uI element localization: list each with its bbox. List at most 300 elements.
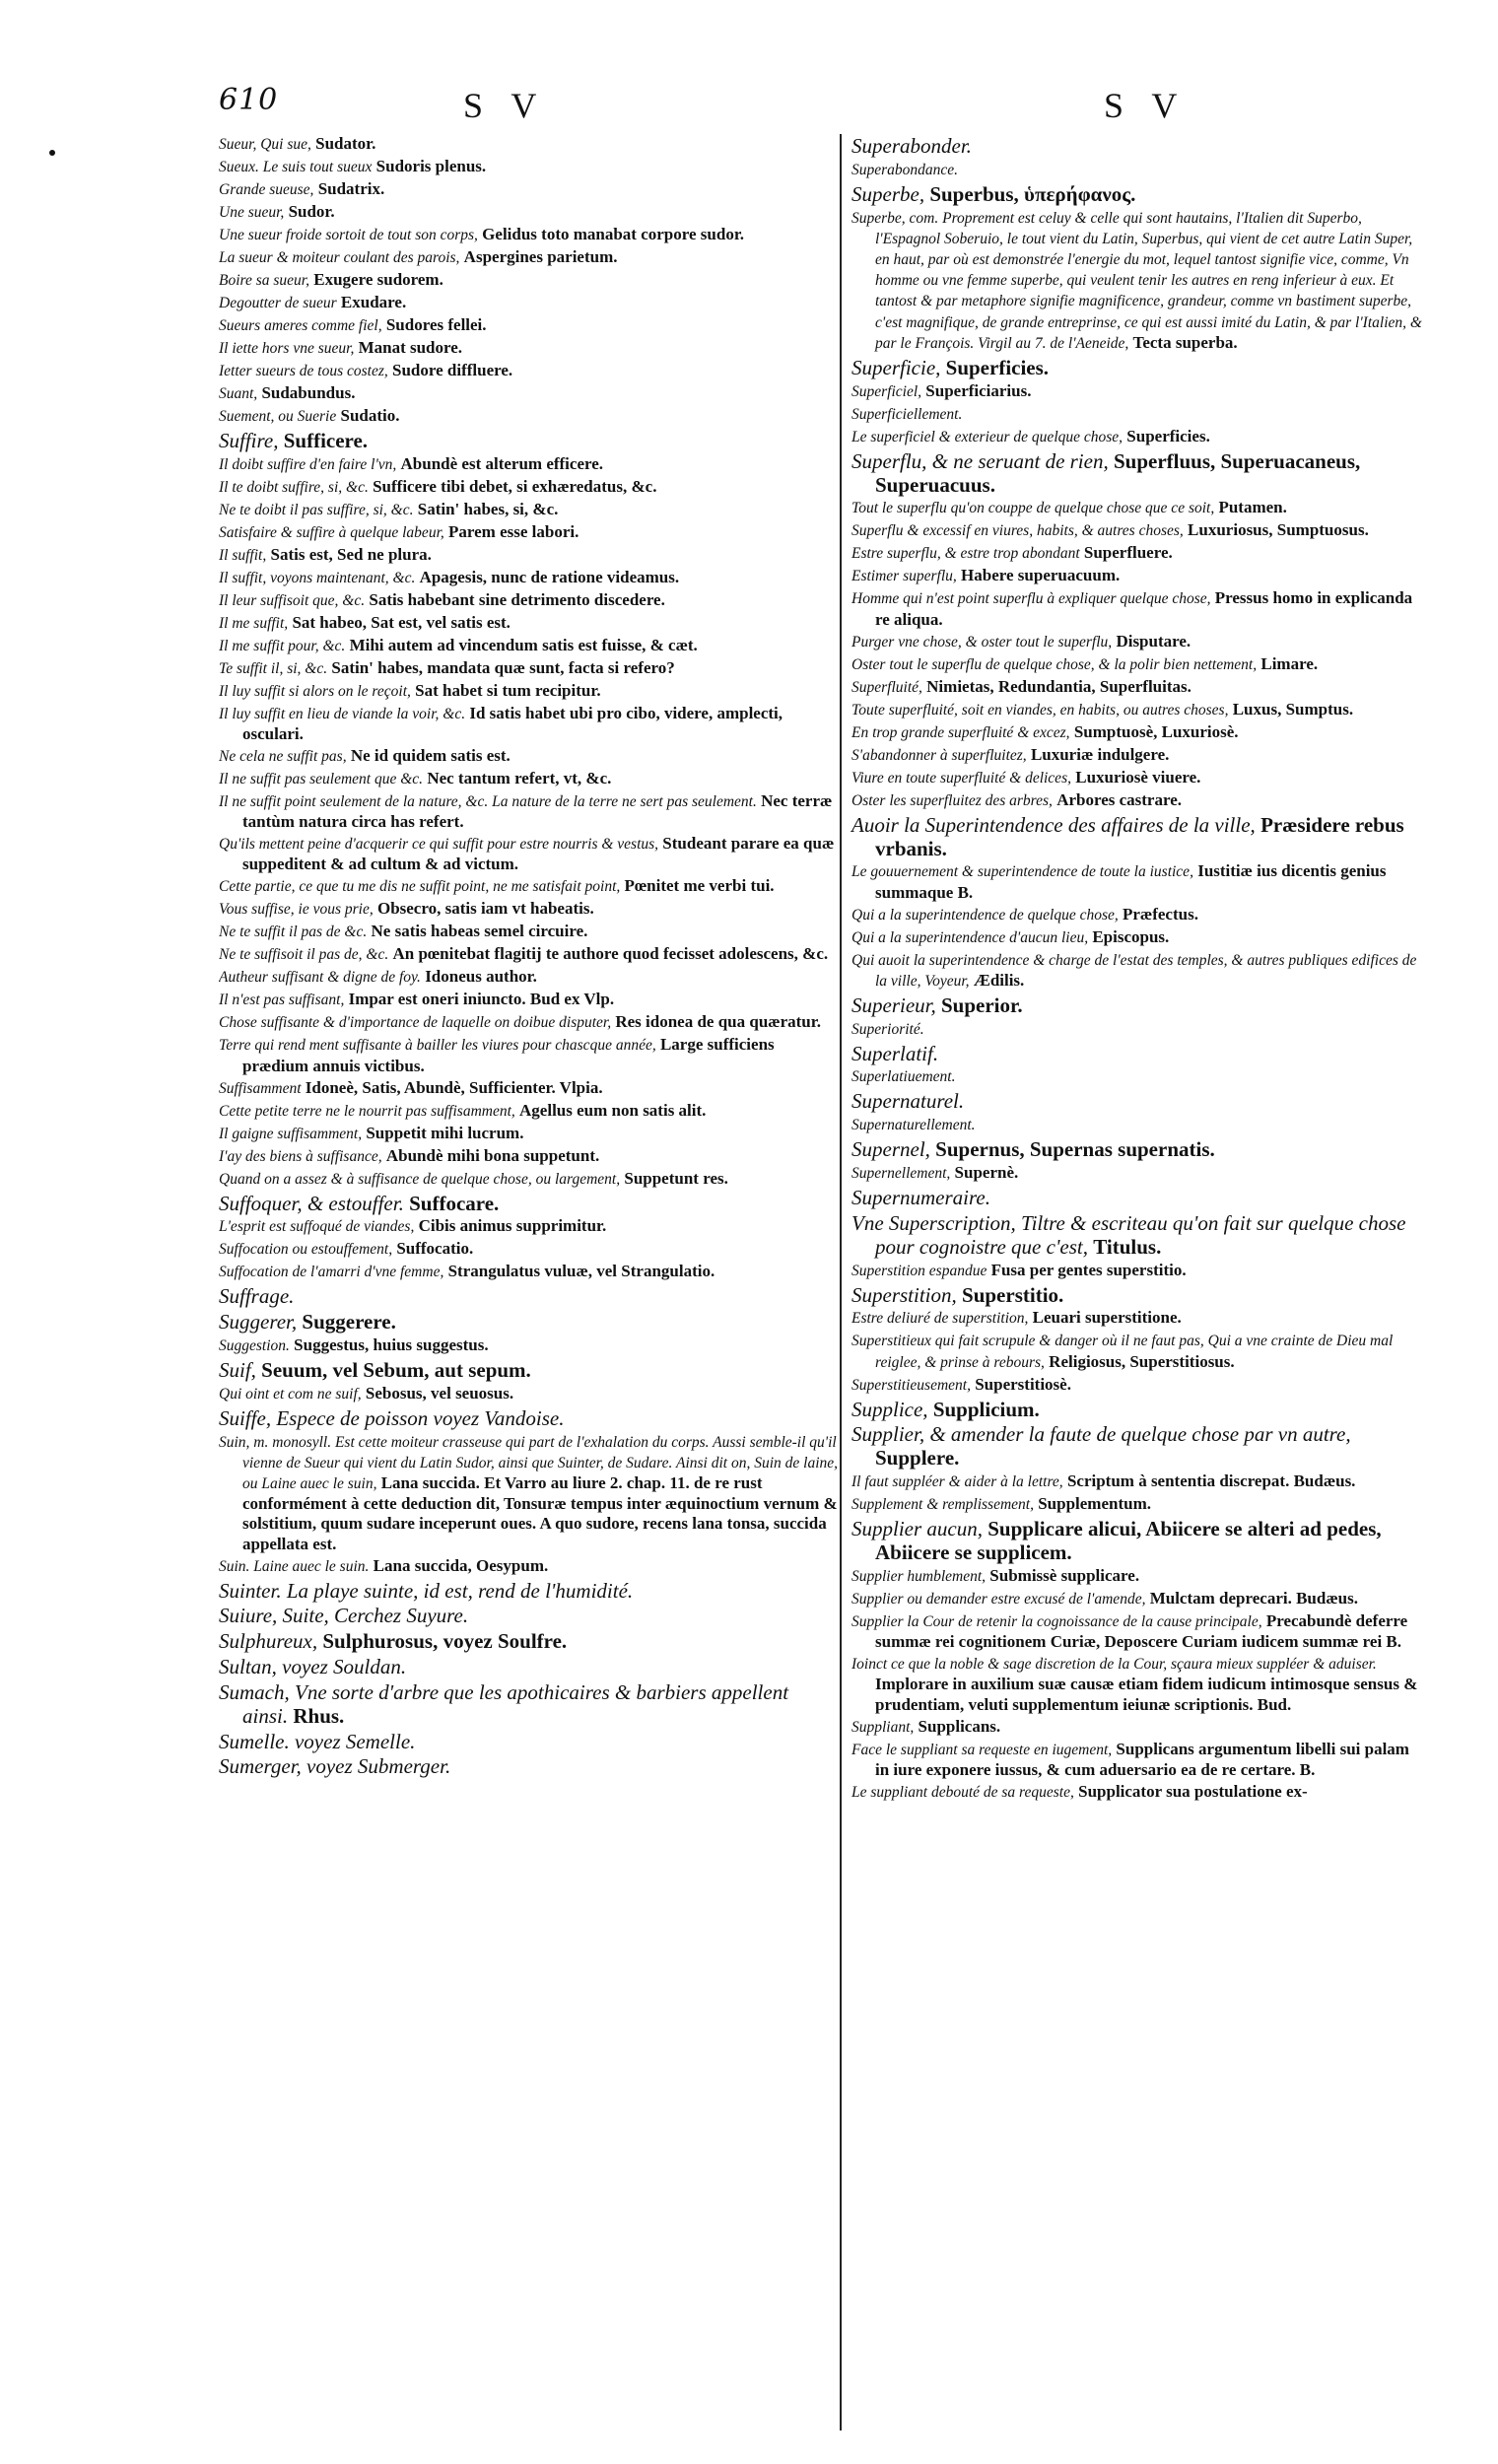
entry-french-text: Sumerger, voyez Submerger.	[219, 1754, 451, 1779]
entry-latin-gloss: Ædilis.	[973, 970, 1025, 990]
entry-latin-gloss: Satis est, Sed ne plura.	[270, 544, 432, 564]
entry-french-text: Sumelle. voyez Semelle.	[219, 1729, 416, 1753]
dictionary-entry	[219, 1146, 838, 1167]
entry-latin-gloss: Supernè.	[954, 1163, 1019, 1182]
entry-latin-gloss: Nimietas, Redundantia, Superfluitas.	[926, 676, 1192, 696]
entry-french-text: En trop grande superfluité & excez,	[851, 723, 1070, 741]
entry-french-text: Supernaturellement.	[851, 1117, 976, 1134]
dictionary-entry	[219, 681, 838, 702]
entry-french-text: Degoutter de sueur	[219, 295, 337, 311]
entry-latin-gloss: Superfluus, Superuacaneus, Superuacuus.	[875, 448, 1361, 497]
dictionary-entry	[219, 1432, 838, 1554]
dictionary-entry	[851, 1654, 1423, 1715]
entry-latin-gloss: Sufficere.	[283, 429, 369, 452]
entry-latin-gloss: Abundè est alterum efficere.	[400, 453, 604, 473]
entry-latin-gloss: Nec terræ tantùm natura circa has refert.	[242, 791, 833, 832]
entry-french-text: Supernaturel.	[851, 1089, 965, 1114]
entry-french-text: Superstition espandue	[851, 1262, 987, 1279]
dictionary-entry	[219, 922, 838, 942]
entry-latin-gloss: Pressus homo in explicanda re aliqua.	[875, 588, 1413, 629]
entry-french-text: Chose suffisante & d'importance de laquelle on doibue disputer,	[219, 1014, 612, 1032]
entry-latin-gloss: Superbus, ὑπερήφανος.	[929, 181, 1136, 206]
dictionary-entry	[219, 944, 838, 965]
dictionary-entry	[219, 1101, 838, 1122]
entry-latin-gloss: Episcopus.	[1092, 926, 1170, 946]
dictionary-entry	[219, 1216, 838, 1237]
entry-french-text: S'abandonner à superfluitez,	[851, 746, 1027, 764]
entry-french-text: Homme qui n'est point superflu à expliquer quelque chose,	[851, 590, 1211, 608]
entry-french-text: Face le suppliant sa requeste en iugement,	[851, 1741, 1113, 1758]
entry-latin-gloss: Sulphurosus, voyez Soulfre.	[322, 1629, 568, 1654]
dictionary-entry	[851, 1331, 1423, 1372]
entry-french-text: Le superficiel & exterieur de quelque chose,	[851, 428, 1124, 445]
dictionary-entry	[851, 160, 1423, 180]
entry-latin-gloss: Precabundè deferre summæ rei cognitionem Curiæ, Deposcere Curiam iudicem summæ rei B.	[875, 1610, 1408, 1652]
entry-french-text: Supplier aucun,	[851, 1517, 983, 1541]
entry-latin-gloss: Supplicare alicui, Abiicere se alteri ad pedes, Abiicere se supplicem.	[875, 1517, 1382, 1565]
entry-french-text: Ioinct ce que la noble & sage discretion de la Cour, sçaura mieux suppléer & aduiser.	[851, 1656, 1377, 1674]
entry-french-text: Suif,	[219, 1358, 256, 1382]
entry-french-text: Superbe,	[851, 181, 925, 206]
dictionary-entry	[219, 568, 838, 588]
entry-french-text: Il n'est pas suffisant,	[219, 992, 345, 1009]
dictionary-entry	[219, 990, 838, 1010]
entry-french-text: Supplier ou demander estre excusé de l'amende,	[851, 1590, 1146, 1608]
entry-french-text: Il ne suffit pas seulement que &c.	[219, 771, 424, 787]
entry-latin-gloss: Exugere sudorem.	[313, 270, 443, 289]
dictionary-entry	[219, 500, 838, 520]
entry-french-text: Superiorité.	[851, 1020, 924, 1038]
entry-latin-gloss: Habere superuacuum.	[961, 566, 1121, 585]
entry-french-text: Il suffit,	[219, 546, 267, 564]
entry-french-text: Suinter. La playe suinte, id est, rend de l'humidité.	[219, 1578, 634, 1603]
entry-latin-gloss: Suppetunt res.	[624, 1168, 728, 1188]
dictionary-entry	[851, 1042, 1423, 1065]
entry-french-text: Estre deliuré de superstition,	[851, 1310, 1029, 1328]
entry-latin-gloss: Suggestus, huius suggestus.	[294, 1335, 489, 1354]
entry-latin-gloss: Superficies.	[1126, 426, 1210, 445]
entry-latin-gloss: Sudatio.	[340, 406, 400, 425]
dictionary-entry	[851, 1472, 1423, 1492]
entry-latin-gloss: Sudoris plenus.	[375, 157, 487, 175]
entry-french-text: Superflu & excessif en viures, habits, & autres choses,	[851, 522, 1184, 540]
entry-latin-gloss: Religiosus, Superstitiosus.	[1049, 1351, 1235, 1371]
entry-french-text: Grande sueuse,	[219, 181, 314, 198]
entry-french-text: Sumach, Vne sorte d'arbre que les apothicaires & barbiers appellent ainsi.	[219, 1679, 789, 1728]
entry-latin-gloss: Putamen.	[1218, 498, 1287, 517]
entry-french-text: Oster tout le superflu de quelque chose, & la polir bien nettement,	[851, 655, 1258, 673]
entry-french-text: Suiure, Suite, Cerchez Suyure.	[219, 1604, 469, 1628]
entry-french-text: Vous suffise, ie vous prie,	[219, 901, 374, 919]
entry-latin-gloss: Parem esse labori.	[448, 521, 579, 541]
entry-french-text: Ne te doibt il pas suffire, si, &c.	[219, 501, 414, 518]
entry-french-text: Il me suffit,	[219, 614, 289, 632]
dictionary-entry	[219, 1579, 838, 1603]
entry-french-text: Suggestion.	[219, 1337, 290, 1354]
dictionary-entry	[219, 522, 838, 543]
entry-french-text: Il leur suffisoit que, &c.	[219, 591, 366, 609]
entry-latin-gloss: Res idonea de qua quæratur.	[615, 1012, 821, 1032]
entry-french-text: Suffocation ou estouffement,	[219, 1241, 393, 1259]
dictionary-entry	[851, 927, 1423, 948]
dictionary-entry	[851, 1211, 1423, 1259]
entry-french-text: Superstitieusement,	[851, 1376, 971, 1394]
dictionary-entry	[219, 1629, 838, 1653]
entry-latin-gloss: Lana succida. Et Varro au liure 2. chap. 11. de re rust conformément à cette deduction dit, Tonsuræ tempus inter æquinoctium vernum & solstitium, quum sudare inceperunt oues. A quo sudore, recens lana tonsa, succida appellata est.	[242, 1473, 838, 1553]
entry-latin-gloss: Rhus.	[293, 1703, 345, 1728]
dictionary-entry	[851, 381, 1423, 402]
entry-latin-gloss: Superficiarius.	[925, 380, 1032, 400]
dictionary-entry	[851, 1261, 1423, 1281]
dictionary-entry	[851, 1115, 1423, 1135]
dictionary-entry	[219, 1358, 838, 1382]
entry-french-text: Cette petite terre ne le nourrit pas suffisamment,	[219, 1102, 515, 1120]
entry-latin-gloss: Exudare.	[340, 293, 407, 311]
dictionary-entry	[851, 1517, 1423, 1564]
entry-latin-gloss: Præfectus.	[1123, 904, 1198, 924]
entry-latin-gloss: Studeant parare ea quæ suppeditent & ad cultum & ad victum.	[242, 834, 835, 874]
dictionary-entry	[219, 1384, 838, 1404]
entry-french-text: Suin, m. monosyll. Est cette moiteur crasseuse qui part de l'exhalation du corps. Aussi semble-il qu'il vienne de Sueur qui vient du Latin Sudor, ainsi que Suinter, de Sudare. Ainsi dit on, Suin de laine, ou Laine auec le suin,	[219, 1433, 838, 1492]
entry-latin-gloss: Manat sudore.	[358, 338, 463, 357]
entry-latin-gloss: Satin' habes, si, &c.	[417, 499, 559, 518]
entry-french-text: Il suffit, voyons maintenant, &c.	[219, 569, 416, 586]
entry-latin-gloss: Leuari superstitione.	[1032, 1308, 1182, 1328]
dictionary-entry	[851, 1089, 1423, 1113]
entry-french-text: Qui auoit la superintendence & charge de l'estat des temples, & autres publiques edifices de la ville, Voyeur,	[851, 951, 1417, 990]
dictionary-entry	[851, 790, 1423, 811]
entry-latin-gloss: Seuum, vel Sebum, aut sepum.	[261, 1358, 531, 1382]
dictionary-entry	[219, 1012, 838, 1033]
dictionary-entry	[219, 270, 838, 291]
page-number: 610	[219, 83, 279, 117]
dictionary-entry	[851, 588, 1423, 629]
dictionary-entry	[851, 1740, 1423, 1780]
entry-french-text: Auoir la Superintendence des affaires de la ville,	[851, 812, 1256, 837]
entry-latin-gloss: Supplementum.	[1038, 1494, 1151, 1514]
entry-french-text: Satisfaire & suffire à quelque labeur,	[219, 523, 444, 541]
dictionary-entry	[219, 658, 838, 679]
entry-french-text: Ne cela ne suffit pas,	[219, 748, 347, 765]
dictionary-entry	[851, 677, 1423, 698]
dictionary-entry	[851, 1717, 1423, 1738]
entry-french-text: La sueur & moiteur coulant des parois,	[219, 249, 460, 266]
dictionary-entry	[219, 315, 838, 336]
dictionary-entry	[219, 1169, 838, 1190]
dictionary-entry	[219, 791, 838, 832]
entry-latin-gloss: Cibis animus supprimitur.	[418, 1216, 607, 1236]
entry-french-text: Supernellement,	[851, 1165, 951, 1182]
running-head-left: S V	[463, 86, 547, 125]
entry-latin-gloss: Mihi autem ad vincendum satis est fuisse, & cæt.	[349, 635, 698, 654]
dictionary-entry	[219, 1655, 838, 1678]
dictionary-entry	[851, 498, 1423, 518]
dictionary-entry	[851, 654, 1423, 675]
dictionary-entry	[219, 1556, 838, 1577]
entry-french-text: Supplier humblement,	[851, 1567, 987, 1585]
entry-french-text: Il faut suppléer & aider à la lettre,	[851, 1473, 1063, 1491]
entry-french-text: Suin. Laine auec le suin.	[219, 1557, 370, 1575]
entry-french-text: Suffisamment	[219, 1079, 302, 1097]
entry-latin-gloss: Limare.	[1260, 653, 1319, 673]
entry-latin-gloss: Ne id quidem satis est.	[350, 746, 511, 765]
entry-latin-gloss: Fusa per gentes superstitio.	[990, 1260, 1187, 1279]
entry-latin-gloss: Lana succida, Oesypum.	[373, 1555, 549, 1575]
dictionary-entry	[219, 247, 838, 268]
entry-french-text: Superflu, & ne seruant de rien,	[851, 448, 1109, 473]
entry-latin-gloss: Apagesis, nunc de ratione videamus.	[419, 567, 680, 586]
entry-latin-gloss: Mulctam deprecari. Budæus.	[1149, 1588, 1358, 1608]
entry-french-text: Supernel,	[851, 1137, 930, 1162]
entry-latin-gloss: Supernus, Supernas supernatis.	[935, 1137, 1215, 1162]
dictionary-entry	[851, 1422, 1423, 1470]
entry-latin-gloss: Supplicans.	[918, 1716, 1001, 1736]
dictionary-entry	[219, 545, 838, 566]
dictionary-entry	[219, 338, 838, 359]
entry-french-text: Superstition,	[851, 1282, 957, 1307]
dictionary-entry	[219, 225, 838, 245]
dictionary-entry	[219, 769, 838, 789]
entry-french-text: Superabonder.	[851, 134, 972, 158]
entry-latin-gloss: Aspergines parietum.	[463, 247, 618, 266]
entry-latin-gloss: Superstitio.	[962, 1282, 1064, 1307]
entry-latin-gloss: Disputare.	[1116, 631, 1192, 650]
entry-french-text: Une sueur,	[219, 204, 285, 221]
entry-latin-gloss: Ne satis habeas semel circuire.	[371, 922, 588, 941]
dictionary-entry	[219, 876, 838, 897]
entry-french-text: Supplice,	[851, 1397, 928, 1421]
entry-latin-gloss: Iustitiæ ius dicentis genius summaque B.	[875, 861, 1387, 902]
entry-latin-gloss: Superfluere.	[1083, 543, 1173, 563]
entry-french-text: Suffoquer, & estouffer.	[219, 1191, 404, 1215]
entry-french-text: Le gouuernement & superintendence de toute la iustice,	[851, 863, 1193, 881]
entry-french-text: Ne te suffisoit il pas de, &c.	[219, 946, 389, 964]
entry-french-text: Supernumeraire.	[851, 1186, 990, 1209]
entry-french-text: Superabondance.	[851, 161, 959, 178]
dictionary-entry	[851, 404, 1423, 425]
entry-french-text: Supplement & remplissement,	[851, 1496, 1034, 1514]
entry-latin-gloss: Luxuriosè viuere.	[1075, 767, 1201, 787]
dictionary-entry	[219, 899, 838, 920]
dictionary-entry	[219, 361, 838, 381]
dictionary-entry	[219, 454, 838, 475]
dictionary-entry	[219, 1406, 838, 1430]
entry-latin-gloss: Satin' habes, mandata quæ sunt, facta si refero?	[331, 657, 675, 677]
entry-french-text: Autheur suffisant & digne de foy.	[219, 969, 421, 987]
running-head-right: S V	[1104, 86, 1188, 125]
dictionary-entry	[851, 449, 1423, 497]
entry-latin-gloss: Titulus.	[1093, 1234, 1162, 1259]
entry-french-text: Superlatiuement.	[851, 1068, 956, 1086]
dictionary-entry	[851, 1066, 1423, 1087]
entry-latin-gloss: Superstitiosè.	[975, 1374, 1071, 1394]
dictionary-entry	[851, 543, 1423, 564]
dictionary-entry	[851, 1163, 1423, 1184]
dictionary-entry	[851, 861, 1423, 902]
dictionary-entry	[851, 182, 1423, 206]
entry-latin-gloss: Luxus, Sumptus.	[1232, 699, 1354, 719]
entry-french-text: Vne Superscription, Tiltre & escriteau qu'on fait sur quelque chose pour cognoistre que c'est,	[851, 1210, 1406, 1259]
dictionary-entry	[219, 1078, 838, 1099]
dictionary-entry	[851, 1186, 1423, 1209]
entry-latin-gloss: Sudor.	[288, 202, 335, 221]
dictionary-entry	[219, 1730, 838, 1753]
dictionary-entry	[851, 1137, 1423, 1161]
entry-latin-gloss: Sat habeo, Sat est, vel satis est.	[292, 612, 511, 632]
entry-french-text: Il ne suffit point seulement de la nature, &c. La nature de la terre ne sert pas seulement.	[219, 793, 757, 810]
entry-french-text: Terre qui rend ment suffisante à bailler les viures pour chascque année,	[219, 1037, 656, 1055]
entry-latin-gloss: Suffocatio.	[396, 1239, 474, 1259]
dictionary-entry	[219, 477, 838, 498]
dictionary-entry	[219, 1754, 838, 1778]
entry-french-text: Il gaigne suffisamment,	[219, 1125, 363, 1142]
dictionary-entry	[219, 1262, 838, 1282]
entry-french-text: Viure en toute superfluité & delices,	[851, 769, 1071, 787]
entry-latin-gloss: Nec tantum refert, vt, &c.	[427, 769, 612, 787]
entry-latin-gloss: Supplere.	[875, 1446, 960, 1471]
entry-french-text: Suffrage.	[219, 1284, 295, 1309]
entry-latin-gloss: Præsidere rebus vrbanis.	[875, 812, 1404, 860]
dictionary-entry	[851, 1611, 1423, 1652]
entry-latin-gloss: Agellus eum non satis alit.	[519, 1100, 707, 1120]
dictionary-entry	[851, 1782, 1423, 1803]
entry-latin-gloss: Scriptum à sententia discrepat. Budæus.	[1066, 1472, 1356, 1491]
dictionary-entry	[851, 566, 1423, 586]
entry-french-text: Superstitieux qui fait scrupule & danger où il ne faut pas, Qui a vne crainte de Dieu mal reiglee, & prinse à rebours,	[851, 1333, 1394, 1371]
entry-latin-gloss: Sat habet si tum recipitur.	[415, 680, 601, 700]
entry-latin-gloss: Gelidus toto manabat corpore sudor.	[482, 225, 745, 243]
dictionary-entry	[851, 1308, 1423, 1329]
entry-french-text: Une sueur froide sortoit de tout son corps,	[219, 227, 478, 243]
entry-french-text: Supplier la Cour de retenir la cognoissance de la cause principale,	[851, 1612, 1262, 1630]
entry-french-text: Sultan, voyez Souldan.	[219, 1655, 407, 1678]
dictionary-entry	[851, 632, 1423, 652]
dictionary-entry	[851, 1494, 1423, 1515]
dictionary-entry	[219, 1604, 838, 1627]
entry-latin-gloss: Large sufficiens prædium annuis victibus.	[242, 1035, 775, 1075]
dictionary-entry	[851, 993, 1423, 1017]
entry-french-text: Superficiel,	[851, 382, 922, 400]
dictionary-entry	[851, 427, 1423, 447]
dictionary-entry	[219, 967, 838, 988]
entry-latin-gloss: Obsecro, satis iam vt habeatis.	[376, 899, 594, 919]
dictionary-entry	[219, 834, 838, 874]
entry-latin-gloss: Sebosus, vel seuosus.	[365, 1383, 514, 1403]
entry-latin-gloss: Suppetit mihi lucrum.	[366, 1123, 524, 1142]
entry-latin-gloss: Superior.	[941, 992, 1023, 1017]
entry-latin-gloss: Idoneus author.	[425, 967, 537, 987]
dictionary-entry	[851, 1283, 1423, 1307]
dictionary-entry	[851, 905, 1423, 925]
entry-french-text: Superlatif.	[851, 1041, 939, 1065]
entry-french-text: Sueur, Qui sue,	[219, 136, 311, 153]
entry-latin-gloss: Sudore diffluere.	[392, 361, 513, 379]
dictionary-entry	[219, 383, 838, 404]
entry-french-text: Boire sa sueur,	[219, 272, 309, 289]
entry-latin-gloss: Id satis habet ubi pro cibo, videre, amplecti, osculari.	[242, 703, 783, 743]
entry-french-text: Qui a la superintendence de quelque chose,	[851, 906, 1119, 924]
entry-french-text: Purger vne chose, & oster tout le superflu,	[851, 633, 1113, 650]
entry-french-text: Superficiellement.	[851, 405, 963, 423]
entry-french-text: Il doibt suffire d'en faire l'vn,	[219, 455, 397, 473]
entry-latin-gloss: Sudator.	[315, 134, 376, 153]
entry-french-text: Suement, ou Suerie	[219, 408, 337, 425]
entry-french-text: Superficie,	[851, 355, 941, 379]
dictionary-entry	[219, 1035, 838, 1075]
entry-latin-gloss: Supplicans argumentum libelli sui palam in iure exponere iussus, & cum aduersario ea de re certare. B.	[875, 1739, 1409, 1779]
dictionary-entry	[851, 1398, 1423, 1421]
dictionary-entry	[219, 179, 838, 200]
entry-latin-gloss: Sudabundus.	[261, 383, 356, 402]
dictionary-entry	[219, 1239, 838, 1260]
dictionary-entry	[851, 134, 1423, 158]
entry-french-text: Qu'ils mettent peine d'acquerir ce qui suffit pour estre nourris & vestus,	[219, 836, 659, 854]
entry-latin-gloss: Sumptuosè, Luxuriosè.	[1073, 721, 1239, 741]
entry-french-text: Il me suffit pour, &c.	[219, 637, 346, 654]
dictionary-entry	[851, 950, 1423, 992]
entry-french-text: Qui a la superintendence d'aucun lieu,	[851, 928, 1089, 946]
entry-french-text: Oster les superfluitez des arbres,	[851, 791, 1053, 809]
entry-french-text: Sueux. Le suis tout sueux	[219, 159, 373, 175]
entry-latin-gloss: Sufficere tibi debet, si exhæredatus, &c.	[373, 476, 657, 496]
entry-french-text: Suppliant,	[851, 1718, 915, 1736]
dictionary-entry	[219, 429, 838, 452]
dictionary-entry	[851, 745, 1423, 766]
dictionary-entry	[219, 202, 838, 223]
entry-latin-gloss: Suggerere.	[302, 1310, 396, 1335]
entry-french-text: Sueurs ameres comme fiel,	[219, 317, 382, 334]
dictionary-entry	[219, 1310, 838, 1334]
entry-french-text: Suffocation de l'amarri d'vne femme,	[219, 1264, 444, 1281]
entry-french-text: Suant,	[219, 385, 258, 402]
dictionary-entry	[851, 700, 1423, 720]
entry-latin-gloss: Sudatrix.	[317, 179, 385, 198]
entry-french-text: Superfluité,	[851, 678, 922, 696]
entry-latin-gloss: Submissè supplicare.	[989, 1565, 1140, 1585]
dictionary-entry	[219, 1680, 838, 1728]
entry-latin-gloss: An pœnitebat flagitij te authore quod fecisset adolescens, &c.	[392, 944, 829, 964]
entry-french-text: Tout le superflu qu'on couppe de quelque chose que ce soit,	[851, 500, 1215, 517]
entry-french-text: Te suffit il, si, &c.	[219, 659, 328, 677]
dictionary-entry	[219, 1335, 838, 1356]
dictionary-entry	[851, 722, 1423, 743]
entry-french-text: L'esprit est suffoqué de viandes,	[219, 1218, 415, 1236]
entry-french-text: Il te doibt suffire, si, &c.	[219, 478, 369, 496]
entry-french-text: Il luy suffit si alors on le reçoit,	[219, 682, 411, 700]
right-column	[840, 134, 1423, 2430]
entry-latin-gloss: Impar est oneri iniuncto. Bud ex Vlp.	[348, 990, 615, 1009]
dictionary-entry	[219, 1284, 838, 1308]
margin-dot-mark	[49, 150, 55, 156]
entry-latin-gloss: Tecta superba.	[1132, 332, 1238, 352]
entry-latin-gloss: Pœnitet me verbi tui.	[624, 876, 775, 896]
dictionary-entry	[219, 613, 838, 634]
entry-french-text: I'ay des biens à suffisance,	[219, 1147, 382, 1165]
entry-latin-gloss: Luxuriæ indulgere.	[1030, 744, 1170, 764]
dictionary-entry	[219, 746, 838, 767]
entry-french-text: Superieur,	[851, 992, 936, 1017]
dictionary-entry	[851, 1566, 1423, 1587]
dictionary-entry	[219, 590, 838, 611]
entry-french-text: Il luy suffit en lieu de viande la voir, &c.	[219, 705, 466, 722]
dictionary-entry	[219, 134, 838, 155]
dictionary-entry	[851, 208, 1423, 354]
dictionary-entry	[851, 1589, 1423, 1609]
dictionary-entry	[851, 1019, 1423, 1040]
entry-latin-gloss: Strangulatus vuluæ, vel Strangulatio.	[447, 1262, 715, 1281]
dictionary-entry	[219, 293, 838, 313]
entry-latin-gloss: Superficies.	[945, 355, 1050, 379]
